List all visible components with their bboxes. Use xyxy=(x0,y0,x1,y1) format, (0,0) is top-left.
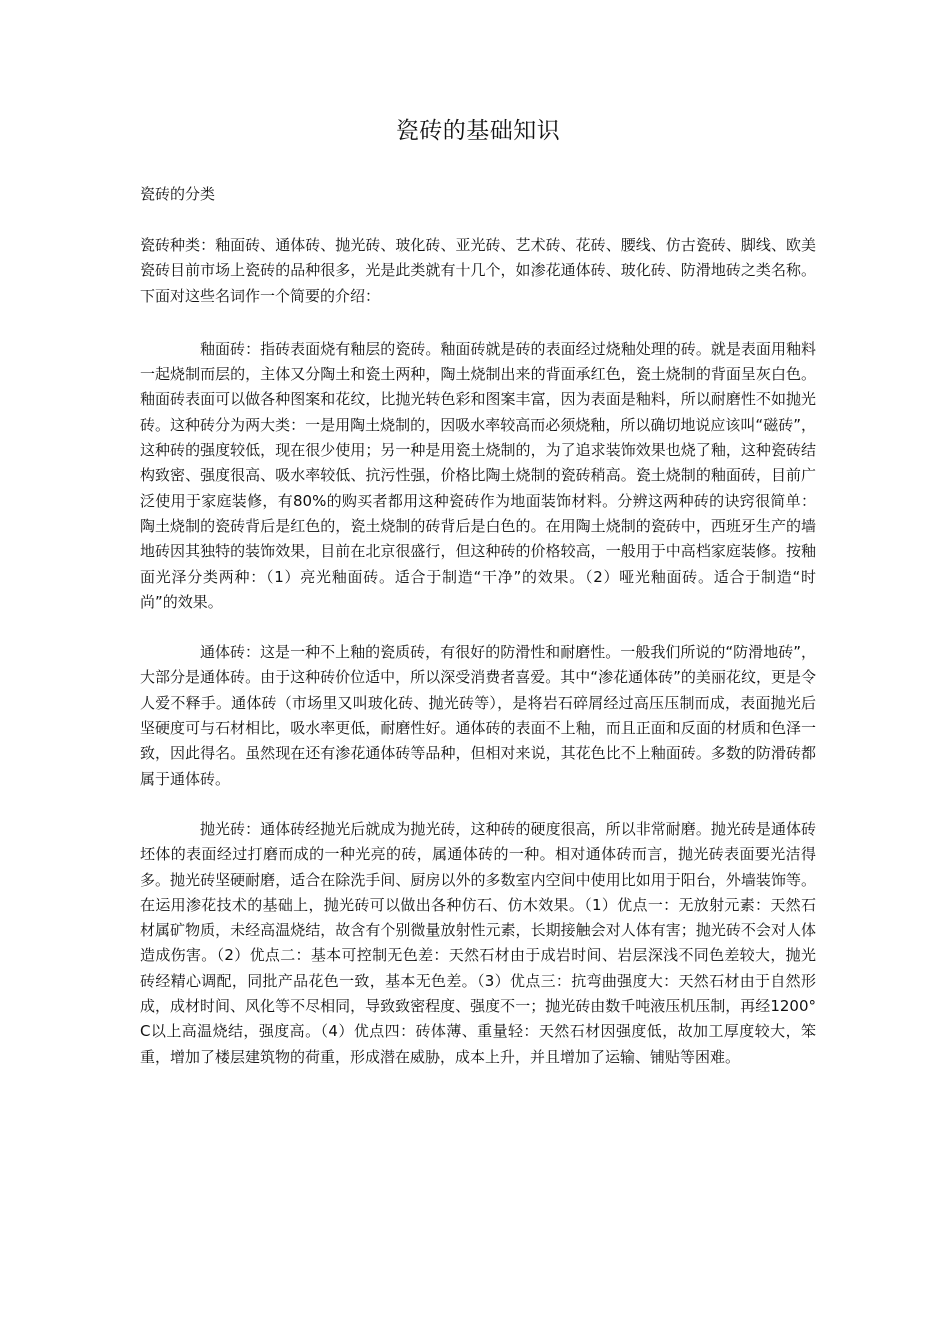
document-title: 瓷砖的基础知识 xyxy=(395,118,561,144)
full-body-tile-paragraph: 通体砖：这是一种不上釉的瓷质砖，有很好的防滑性和耐磨性。一般我们所说的“防滑地砖”，大部分是通体砖。由于这种砖价位适中，所以深受消费者喜爱。其中“渗花通体砖”的美丽花纹，更是令人爱不释手。通体砖（市场里又叫玻化砖、抛光砖等），是将岩石碎屑经过高压压制而成，表面抛光后坚硬度可与石材相比，吸水率更低，耐磨性好。通体砖的表面不上釉，而且正面和反面的材质和色泽一致，因此得名。虽然现在还有渗花通体砖等品种，但相对来说，其花色比不上釉面砖。多数的防滑砖都属于通体砖。 xyxy=(140,643,816,788)
intro-paragraph: 瓷砖种类：釉面砖、通体砖、抛光砖、玻化砖、亚光砖、艺术砖、花砖、腰线、仿古瓷砖、脚线、欧美瓷砖目前市场上瓷砖的品种很多，光是此类就有十几个，如渗花通体砖、玻化砖、防滑地砖之类名称。下面对这些名词作一个简要的介绍： xyxy=(140,236,816,305)
document-page xyxy=(140,116,816,1095)
glazed-tile-paragraph: 釉面砖：指砖表面烧有釉层的瓷砖。釉面砖就是砖的表面经过烧釉处理的砖。就是表面用釉料一起烧制而层的，主体又分陶土和瓷土两种，陶土烧制出来的背面承红色，瓷土烧制的背面呈灰白色。釉面砖表面可以做各种图案和花纹，比抛光转色彩和图案丰富，因为表面是釉料，所以耐磨性不如抛光砖。这种砖分为两大类：一是用陶土烧制的，因吸水率较高而必须烧釉，所以确切地说应该叫“磁砖”，这种砖的强度较低，现在很少使用；另一种是用瓷土烧制的，为了追求装饰效果也烧了釉，这种瓷砖结构致密、强度很高、吸水率较低、抗污性强，价格比陶土烧制的瓷砖稍高。瓷土烧制的釉面砖，目前广泛使用于家庭装修，有80%的购买者都用这种瓷砖作为地面装饰材料。分辨这两种砖的诀窍很简单：陶土烧制的瓷砖背后是红色的，瓷土烧制的砖背后是白色的。在用陶土烧制的瓷砖中，西班牙生产的墙地砖因其独特的装饰效果，目前在北京很盛行，但这种砖的价格较高，一般用于中高档家庭装修。按釉面光泽分类两种：（1）亮光釉面砖。适合于制造“干净”的效果。（2）哑光釉面砖。适合于制造“时尚”的效果。 xyxy=(140,339,816,611)
polished-tile-paragraph: 抛光砖：通体砖经抛光后就成为抛光砖，这种砖的硬度很高，所以非常耐磨。抛光砖是通体砖坯体的表面经过打磨而成的一种光亮的砖，属通体砖的一种。相对通体砖而言，抛光砖表面要光洁得多。抛光砖坚硬耐磨，适合在除洗手间、厨房以外的多数室内空间中使用比如用于阳台，外墙装饰等。在运用渗花技术的基础上，抛光砖可以做出各种仿石、仿木效果。（1）优点一：无放射元素：天然石材属矿物质，未经高温烧结，故含有个别微量放射性元素，长期接触会对人体有害；抛光砖不会对人体造成伤害。（2）优点二：基本可控制无色差：天然石材由于成岩时间、岩层深浅不同色差较大，抛光砖经精心调配，同批产品花色一致，基本无色差。（3）优点三：抗弯曲强度大：天然石材由于自然形成，成材时间、风化等不尽相同，导致致密程度、强度不一；抛光砖由数千吨液压机压制，再经1200°C以上高温烧结，强度高。（4）优点四：砖体薄、重量轻：天然石材因强度低，故加工厚度较大，笨重，增加了楼层建筑物的荷重，形成潜在威胁，成本上升，并且增加了运输、铺贴等困难。 xyxy=(140,819,816,1066)
section-heading: 瓷砖的分类 xyxy=(140,185,216,203)
